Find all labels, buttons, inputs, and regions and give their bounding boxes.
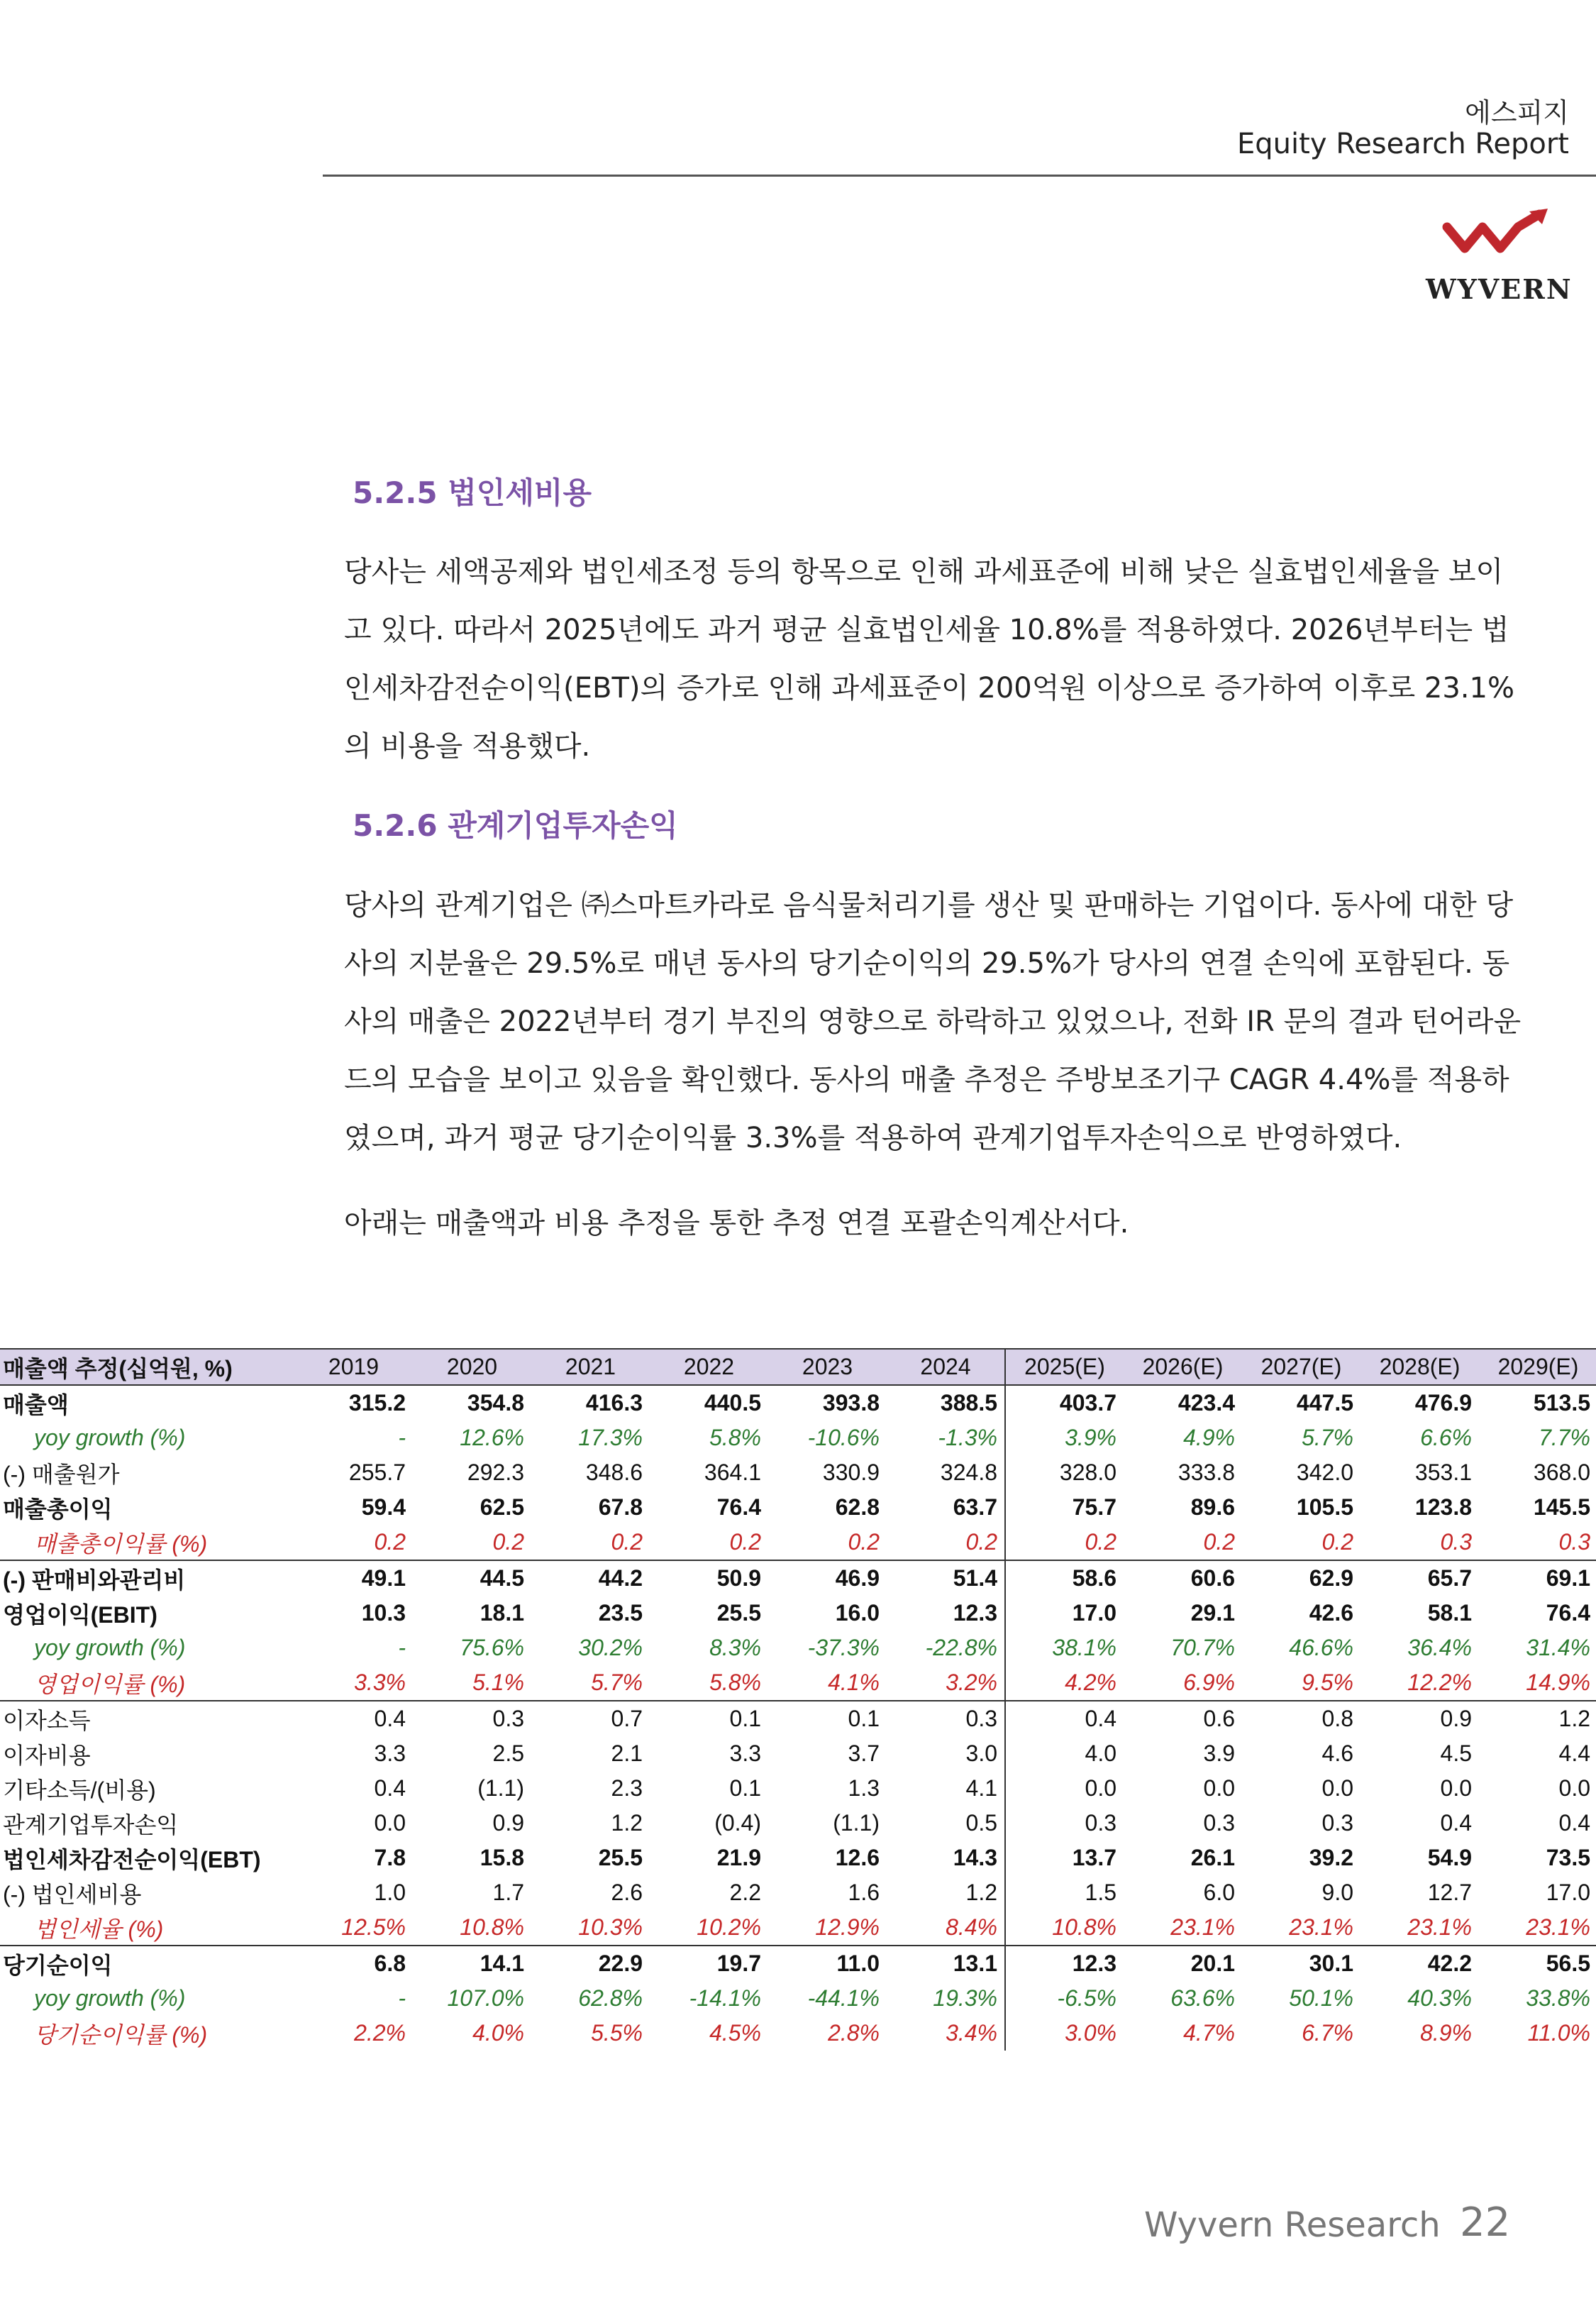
table-cell: 50.1% — [1289, 1985, 1353, 2011]
table-cell: -10.6% — [807, 1425, 880, 1450]
paragraph-table-intro: 아래는 매출액과 비용 추정을 통한 추정 연결 포괄손익계산서다. — [344, 1207, 1129, 1240]
row-label: 매출총이익률 (%) — [0, 1525, 294, 1560]
table-cell: 67.8 — [598, 1494, 643, 1520]
table-cell: 26.1 — [1190, 1845, 1235, 1870]
footer-brand: Wyvern Research — [1144, 2205, 1441, 2245]
table-cell: 2.2 — [729, 1880, 761, 1905]
table-cell: 0.1 — [729, 1706, 761, 1731]
table-cell: 4.5 — [1440, 1740, 1472, 1766]
table-cell: -1.3% — [887, 1420, 1005, 1455]
table-cell: 30.1 — [1309, 1951, 1353, 1976]
table-cell: 10.8% — [413, 1910, 531, 1946]
table-cell: 6.8 — [374, 1951, 406, 1976]
table-cell: 0.4 — [1085, 1706, 1116, 1731]
table-cell: 0.3 — [1203, 1810, 1235, 1836]
wyvern-logo-text: WYVERN — [1426, 273, 1573, 305]
table-header-cell: 2024 — [887, 1349, 1005, 1385]
table-cell: 54.9 — [1427, 1845, 1472, 1870]
row-label: (-) 판매비와관리비 — [3, 1567, 186, 1593]
table-cell: -22.8% — [887, 1631, 1005, 1665]
table-cell: 65.7 — [1427, 1565, 1472, 1591]
table-cell: 13.7 — [1072, 1845, 1116, 1870]
table-cell: 348.6 — [585, 1460, 643, 1485]
table-cell: 20.1 — [1190, 1951, 1235, 1976]
table-cell: 58.1 — [1427, 1600, 1472, 1626]
table-cell: 5.7% — [531, 1665, 650, 1701]
table-cell: 0.2 — [1005, 1525, 1124, 1560]
table-cell: -14.1% — [689, 1985, 761, 2011]
table-cell: -37.3% — [807, 1635, 880, 1660]
table-cell: 8.3% — [709, 1635, 761, 1660]
table-row — [0, 1490, 1596, 1525]
table-cell: 403.7 — [1059, 1390, 1116, 1416]
row-label: 관계기업투자손익 — [3, 1811, 179, 1838]
table-cell: 12.9% — [768, 1910, 887, 1946]
table-cell: 5.1% — [413, 1665, 531, 1701]
table-cell: 123.8 — [1414, 1494, 1472, 1520]
table-cell: 40.3% — [1407, 1985, 1472, 2011]
table-cell: 49.1 — [361, 1565, 406, 1591]
table-cell: 353.1 — [1414, 1460, 1472, 1485]
table-cell: 50.9 — [716, 1565, 761, 1591]
table-cell: 388.5 — [887, 1385, 1005, 1420]
table-cell: 13.1 — [887, 1946, 1005, 1981]
table-row — [0, 1875, 1596, 1910]
table-cell: 0.2 — [531, 1525, 650, 1560]
row-label: 이자비용 — [3, 1742, 91, 1768]
table-cell: 62.9 — [1309, 1565, 1353, 1591]
table-cell: 46.9 — [835, 1565, 880, 1591]
table-cell: 4.9% — [1183, 1425, 1235, 1450]
table-cell: 12.2% — [1361, 1665, 1479, 1701]
table-cell: 36.4% — [1407, 1635, 1472, 1660]
page-number: 22 — [1460, 2200, 1511, 2246]
table-cell: 6.6% — [1420, 1425, 1472, 1450]
table-cell: 5.8% — [709, 1425, 761, 1450]
table-cell: 315.2 — [348, 1390, 406, 1416]
table-cell: 0.1 — [848, 1706, 880, 1731]
table-row — [0, 1736, 1596, 1771]
table-cell: 6.7% — [1302, 2020, 1353, 2046]
table-cell: 0.3 — [1321, 1810, 1353, 1836]
header-report-title: Equity Research Report — [1237, 128, 1569, 160]
table-cell: 29.1 — [1190, 1600, 1235, 1626]
table-cell: 4.6 — [1321, 1740, 1353, 1766]
table-cell: 25.5 — [598, 1845, 643, 1870]
table-row — [0, 1806, 1596, 1841]
table-cell: - — [398, 1985, 406, 2011]
table-header-cell: 2025(E) — [1005, 1349, 1124, 1385]
table-cell: 18.1 — [480, 1600, 524, 1626]
table-cell: 324.8 — [887, 1455, 1005, 1490]
table-cell: 107.0% — [447, 1985, 524, 2011]
table-cell: 4.0% — [472, 2020, 524, 2046]
table-row — [0, 1455, 1596, 1490]
table-cell: 0.1 — [729, 1775, 761, 1801]
table-cell: 9.5% — [1242, 1665, 1361, 1701]
income-statement-table — [0, 1348, 1596, 2051]
table-cell: 21.9 — [716, 1845, 761, 1870]
table-header-cell: 2029(E) — [1479, 1349, 1596, 1385]
table-cell: 38.1% — [1052, 1635, 1116, 1660]
row-label: 이자소득 — [3, 1707, 91, 1733]
table-cell: 328.0 — [1059, 1460, 1116, 1485]
paragraph-tax: 당사는 세액공제와 법인세조정 등의 항목으로 인해 과세표준에 비해 낮은 실효법인세율을 보이고 있다. 따라서 2025년에도 과거 평균 실효법인세율 10.8%를 적용하였다. 2026년부터는 법인세차감전순이익(EBT)의 증가로 인해 과세표준이 200억원 이상으로 증가하여 이후로 23.1%의 비용을 적용했다. — [344, 556, 1514, 763]
table-cell: 447.5 — [1296, 1390, 1353, 1416]
table-cell: 0.3 — [1479, 1525, 1596, 1560]
table-cell: 8.9% — [1420, 2020, 1472, 2046]
table-row — [0, 1596, 1596, 1631]
table-cell: 12.3 — [1072, 1951, 1116, 1976]
table-cell: 9.0 — [1321, 1880, 1353, 1905]
table-cell: 1.5 — [1085, 1880, 1116, 1905]
row-label: yoy growth (%) — [34, 1635, 186, 1660]
table-cell: 12.3 — [887, 1596, 1005, 1631]
table-cell: 39.2 — [1309, 1845, 1353, 1870]
table-cell: 354.8 — [467, 1390, 524, 1416]
table-cell: 23.1% — [1242, 1910, 1361, 1946]
row-label: (-) 법인세비용 — [3, 1881, 142, 1907]
table-cell: 0.2 — [650, 1525, 768, 1560]
row-label: 당기순이익률 (%) — [34, 2021, 208, 2048]
table-cell: 0.0 — [1558, 1775, 1590, 1801]
table-cell: 0.3 — [492, 1706, 524, 1731]
table-cell: 0.3 — [1085, 1810, 1116, 1836]
table-cell: -44.1% — [807, 1985, 880, 2011]
table-cell: 58.6 — [1072, 1565, 1116, 1591]
table-cell: 3.9% — [1065, 1425, 1116, 1450]
table-cell: 56.5 — [1546, 1951, 1590, 1976]
table-cell: 63.7 — [887, 1490, 1005, 1525]
table-cell: - — [398, 1425, 406, 1450]
table-cell: 0.3 — [887, 1701, 1005, 1736]
table-cell: 0.2 — [294, 1525, 413, 1560]
table-cell: 0.0 — [374, 1810, 406, 1836]
table-cell: 14.3 — [887, 1841, 1005, 1875]
table-cell: 33.8% — [1526, 1985, 1590, 2011]
table-cell: 11.0 — [836, 1951, 880, 1976]
table-row — [0, 1910, 1596, 1946]
table-cell: 0.4 — [1558, 1810, 1590, 1836]
row-label: 법인세차감전순이익(EBT) — [3, 1846, 261, 1872]
table-cell: 0.2 — [1124, 1525, 1242, 1560]
section-title-tax: 5.2.5 법인세비용 — [353, 475, 592, 510]
table-row — [0, 1701, 1596, 1736]
table-cell: 1.3 — [848, 1775, 880, 1801]
table-row — [0, 1981, 1596, 2016]
table-cell: 16.0 — [835, 1600, 880, 1626]
row-label: yoy growth (%) — [34, 1425, 186, 1450]
table-cell: 0.2 — [413, 1525, 531, 1560]
table-header-cell: 2026(E) — [1124, 1349, 1242, 1385]
table-cell: 1.6 — [848, 1880, 880, 1905]
table-cell: 51.4 — [887, 1560, 1005, 1596]
table-cell: 0.7 — [611, 1706, 643, 1731]
table-cell: 0.9 — [1440, 1706, 1472, 1731]
table-header-cell: 매출액 추정(십억원, %) — [0, 1349, 294, 1385]
table-cell: 4.5% — [709, 2020, 761, 2046]
table-row — [0, 1525, 1596, 1560]
table-cell: 4.2% — [1005, 1665, 1124, 1701]
table-cell: 23.1% — [1479, 1910, 1596, 1946]
table-cell: 62.8% — [578, 1985, 643, 2011]
table-cell: 42.2 — [1427, 1951, 1472, 1976]
table-cell: 42.6 — [1309, 1600, 1353, 1626]
table-cell: 73.5 — [1546, 1845, 1590, 1870]
table-cell: 17.3% — [578, 1425, 643, 1450]
table-cell: 22.9 — [598, 1951, 643, 1976]
table-cell: 3.7 — [848, 1740, 880, 1766]
table-cell: 2.5 — [492, 1740, 524, 1766]
table-header-cell: 2027(E) — [1242, 1349, 1361, 1385]
table-row — [0, 1771, 1596, 1806]
table-cell: 17.0 — [1072, 1600, 1116, 1626]
section-title-affiliate: 5.2.6 관계기업투자손익 — [353, 808, 678, 843]
table-cell: (1.1) — [477, 1775, 524, 1801]
table-row — [0, 1560, 1596, 1596]
table-cell: 3.0 — [887, 1736, 1005, 1771]
table-cell: - — [398, 1635, 406, 1660]
table-cell: 23.1% — [1124, 1910, 1242, 1946]
table-cell: 330.9 — [822, 1460, 880, 1485]
table-cell: 76.4 — [1546, 1600, 1590, 1626]
row-label: 기타소득/(비용) — [3, 1777, 156, 1803]
table-cell: 10.3% — [531, 1910, 650, 1946]
table-cell: 10.8% — [1005, 1910, 1124, 1946]
table-cell: 46.6% — [1289, 1635, 1353, 1660]
table-cell: 368.0 — [1533, 1460, 1590, 1485]
table-row — [0, 1841, 1596, 1875]
table-cell: 476.9 — [1414, 1390, 1472, 1416]
table-row — [0, 1665, 1596, 1701]
table-header-cell: 2028(E) — [1361, 1349, 1479, 1385]
table-cell: 0.3 — [1361, 1525, 1479, 1560]
table-cell: 62.8 — [835, 1494, 880, 1520]
table-cell: 105.5 — [1296, 1494, 1353, 1520]
row-label: (-) 매출원가 — [3, 1461, 120, 1487]
table-cell: 2.1 — [611, 1740, 643, 1766]
table-cell: 23.1% — [1361, 1910, 1479, 1946]
table-cell: 1.0 — [374, 1880, 406, 1905]
table-cell: 59.4 — [361, 1494, 406, 1520]
table-cell: 3.3% — [294, 1665, 413, 1701]
table-cell: 2.2% — [354, 2020, 406, 2046]
table-row — [0, 1946, 1596, 1981]
table-cell: 6.9% — [1124, 1665, 1242, 1701]
table-cell: 0.2 — [887, 1525, 1005, 1560]
table-row — [0, 2016, 1596, 2051]
table-cell: 44.2 — [598, 1565, 643, 1591]
table-cell: 333.8 — [1177, 1460, 1235, 1485]
table-header-cell: 2019 — [294, 1349, 413, 1385]
table-cell: 1.7 — [492, 1880, 524, 1905]
table-cell: 513.5 — [1533, 1390, 1590, 1416]
table-cell: 0.0 — [1321, 1775, 1353, 1801]
table-cell: 5.8% — [650, 1665, 768, 1701]
table-cell: 3.2% — [887, 1665, 1005, 1701]
row-label: yoy growth (%) — [34, 1985, 186, 2011]
table-cell: 19.3% — [887, 1981, 1005, 2016]
table-row — [0, 1385, 1596, 1420]
table-cell: 7.7% — [1539, 1425, 1590, 1450]
table-header-cell: 2020 — [413, 1349, 531, 1385]
table-cell: 3.9 — [1203, 1740, 1235, 1766]
table-cell: 12.7 — [1427, 1880, 1472, 1905]
table-cell: 3.3 — [374, 1740, 406, 1766]
table-cell: 1.2 — [1558, 1706, 1590, 1731]
table-cell: 10.2% — [650, 1910, 768, 1946]
table-cell: 0.4 — [374, 1706, 406, 1731]
table-cell: 11.0% — [1527, 2020, 1590, 2046]
table-cell: 76.4 — [716, 1494, 761, 1520]
table-cell: 0.5 — [887, 1806, 1005, 1841]
table-cell: 0.2 — [1242, 1525, 1361, 1560]
table-cell: 75.7 — [1072, 1494, 1116, 1520]
table-cell: 0.6 — [1203, 1706, 1235, 1731]
row-label: 매출액 — [3, 1391, 69, 1418]
table-header-cell: 2022 — [650, 1349, 768, 1385]
table-cell: 0.8 — [1321, 1706, 1353, 1731]
row-label: 당기순이익 — [3, 1952, 113, 1978]
table-cell: 364.1 — [704, 1460, 761, 1485]
table-cell: 416.3 — [585, 1390, 643, 1416]
table-cell: 1.2 — [611, 1810, 643, 1836]
row-label: 매출총이익 — [3, 1496, 113, 1522]
table-cell: 1.2 — [887, 1875, 1005, 1910]
table-header-row — [0, 1349, 1596, 1385]
table-cell: 0.4 — [1440, 1810, 1472, 1836]
table-cell: 31.4% — [1526, 1635, 1590, 1660]
table-cell: 2.3 — [611, 1775, 643, 1801]
table-cell: 0.2 — [768, 1525, 887, 1560]
table-cell: 12.5% — [294, 1910, 413, 1946]
table-cell: 69.1 — [1546, 1565, 1590, 1591]
table-cell: 17.0 — [1546, 1880, 1590, 1905]
table-cell: 393.8 — [822, 1390, 880, 1416]
table-cell: 14.9% — [1479, 1665, 1596, 1701]
paragraph-affiliate: 당사의 관계기업은 ㈜스마트카라로 음식물처리기를 생산 및 판매하는 기업이다. 동사에 대한 당사의 지분율은 29.5%로 매년 동사의 당기순이익의 29.5%가 당사의 연결 손익에 포함된다. 동사의 매출은 2022년부터 경기 부진의 영향으로 하락하고 있었으나, 전화 IR 문의 결과 턴어라운드의 모습을 보이고 있음을 확인했다. 동사의 매출 추정은 주방보조기구 CAGR 4.4%를 적용하였으며, 과거 평균 당기순이익률 3.3%를 적용하여 관계기업투자손익으로 반영하였다. — [344, 889, 1522, 1154]
table-cell: 423.4 — [1177, 1390, 1235, 1416]
table-cell: 4.7% — [1183, 2020, 1235, 2046]
table-cell: 255.7 — [348, 1460, 406, 1485]
table-cell: 3.3 — [729, 1740, 761, 1766]
table-cell: 4.1 — [887, 1771, 1005, 1806]
table-cell: 10.3 — [361, 1600, 406, 1626]
table-cell: 0.0 — [1085, 1775, 1116, 1801]
table-cell: 63.6% — [1170, 1985, 1235, 2011]
table-row — [0, 1420, 1596, 1455]
table-cell: 60.6 — [1190, 1565, 1235, 1591]
table-cell: 0.0 — [1203, 1775, 1235, 1801]
table-cell: 19.7 — [716, 1951, 761, 1976]
table-cell: 12.6% — [460, 1425, 524, 1450]
table-cell: 25.5 — [716, 1600, 761, 1626]
table-cell: 292.3 — [467, 1460, 524, 1485]
table-cell: 89.6 — [1190, 1494, 1235, 1520]
table-cell: 15.8 — [480, 1845, 524, 1870]
table-cell: 14.1 — [480, 1951, 524, 1976]
table-cell: 145.5 — [1533, 1494, 1590, 1520]
table-cell: 4.0 — [1085, 1740, 1116, 1766]
table-cell: 5.7% — [1302, 1425, 1353, 1450]
header-divider — [323, 175, 1596, 177]
table-cell: 4.4 — [1558, 1740, 1590, 1766]
table-cell: 8.4% — [887, 1910, 1005, 1946]
table-cell: -6.5% — [1057, 1985, 1116, 2011]
table-cell: 4.1% — [768, 1665, 887, 1701]
table-cell: 0.9 — [492, 1810, 524, 1836]
table-cell: 440.5 — [704, 1390, 761, 1416]
table-header-cell: 2023 — [768, 1349, 887, 1385]
table-cell: 62.5 — [480, 1494, 524, 1520]
table-cell: 2.6 — [611, 1880, 643, 1905]
row-label: 법인세율 (%) — [0, 1910, 294, 1946]
table-cell: 23.5 — [598, 1600, 643, 1626]
table-cell: 75.6% — [460, 1635, 524, 1660]
table-cell: 3.4% — [887, 2016, 1005, 2051]
table-cell: (0.4) — [714, 1810, 761, 1836]
table-cell: (1.1) — [833, 1810, 880, 1836]
header-company-name: 에스피지 — [1465, 97, 1569, 128]
table-cell: 70.7% — [1170, 1635, 1235, 1660]
table-cell: 342.0 — [1296, 1460, 1353, 1485]
table-cell: 5.5% — [591, 2020, 643, 2046]
table-cell: 30.2% — [578, 1635, 643, 1660]
table-cell: 2.8% — [828, 2020, 880, 2046]
table-cell: 0.4 — [374, 1775, 406, 1801]
table-cell: 12.6 — [835, 1845, 880, 1870]
table-header-cell: 2021 — [531, 1349, 650, 1385]
table-cell: 7.8 — [374, 1845, 406, 1870]
table-cell: 44.5 — [480, 1565, 524, 1591]
table-cell: 6.0 — [1203, 1880, 1235, 1905]
wyvern-logo-icon — [1426, 206, 1561, 270]
table-cell: 0.0 — [1440, 1775, 1472, 1801]
row-label: 영업이익률 (%) — [0, 1665, 294, 1701]
row-label: 영업이익(EBIT) — [3, 1601, 157, 1628]
table-row — [0, 1631, 1596, 1665]
wyvern-logo — [1426, 206, 1573, 305]
table-cell: 3.0% — [1065, 2020, 1116, 2046]
